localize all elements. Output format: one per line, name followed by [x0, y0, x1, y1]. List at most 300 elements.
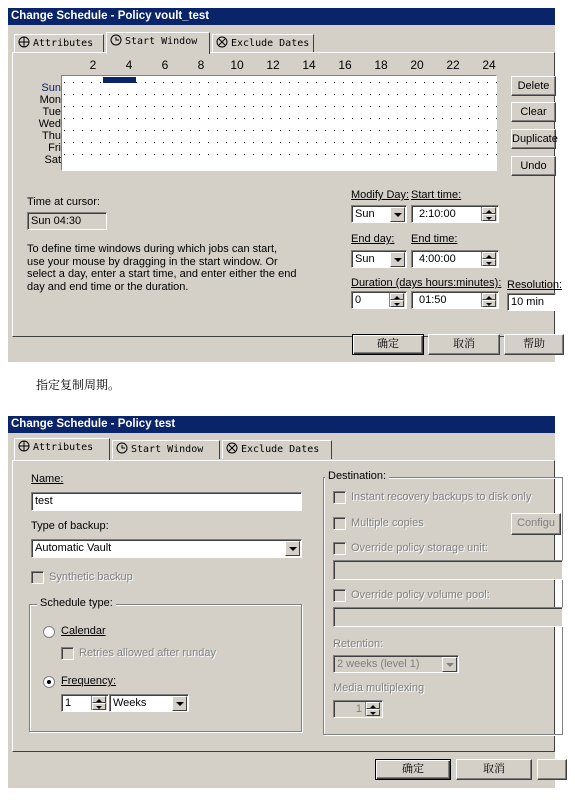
grid-dot	[460, 82, 461, 83]
grid-dot	[91, 142, 92, 143]
tab-strip	[14, 34, 314, 54]
chevron-down-icon[interactable]	[442, 657, 457, 672]
grid-dot	[64, 154, 65, 155]
chevron-down-icon[interactable]	[172, 696, 187, 711]
instruction-line: select a day, enter a start time, and enter either the end	[27, 268, 297, 280]
retries-checkbox[interactable]	[61, 647, 74, 660]
clear-button[interactable]	[511, 102, 556, 122]
grid-dot	[406, 154, 407, 155]
grid-dot	[136, 106, 137, 107]
grid-dot	[172, 142, 173, 143]
grid-dot	[136, 130, 137, 131]
grid-dot	[235, 82, 236, 83]
grid-dot	[235, 118, 236, 119]
synthetic-backup-checkbox[interactable]	[31, 571, 44, 584]
override-storage-label: Override policy storage unit:	[351, 542, 488, 554]
start-window-grid[interactable]	[61, 75, 497, 171]
grid-dot	[496, 154, 497, 155]
calendar-exclude-icon	[226, 442, 238, 454]
grid-dot	[388, 82, 389, 83]
grid-dot	[289, 130, 290, 131]
grid-dot	[136, 154, 137, 155]
grid-dot	[361, 154, 362, 155]
grid-dot	[208, 118, 209, 119]
grid-dot	[136, 94, 137, 95]
override-volume-checkbox[interactable]	[333, 589, 346, 602]
calendar-label: Calendar	[61, 625, 106, 637]
end-time-spinner[interactable]	[481, 252, 497, 266]
grid-dot	[478, 94, 479, 95]
frequency-value: 1	[65, 697, 72, 709]
day-label: Mon	[39, 94, 61, 106]
grid-dot	[91, 130, 92, 131]
grid-dot	[379, 94, 380, 95]
grid-dot	[181, 118, 182, 119]
grid-dot	[136, 118, 137, 119]
configure-button[interactable]	[511, 513, 561, 535]
grid-dot	[181, 106, 182, 107]
grid-dot	[442, 142, 443, 143]
tab-strip	[14, 440, 332, 460]
spin-down-icon[interactable]	[482, 300, 496, 307]
grid-dot	[370, 154, 371, 155]
grid-dot	[244, 106, 245, 107]
tab-attributes[interactable]	[14, 438, 110, 460]
grid-dot	[433, 82, 434, 83]
chevron-down-icon[interactable]	[390, 252, 405, 267]
grid-dot	[451, 154, 452, 155]
grid-dot	[109, 94, 110, 95]
grid-dot	[397, 142, 398, 143]
spin-down-icon[interactable]	[92, 703, 106, 710]
grid-dot	[316, 154, 317, 155]
calendar-exclude-icon	[216, 36, 228, 48]
multiple-copies-checkbox[interactable]	[333, 517, 346, 530]
volume-pool-field[interactable]	[333, 607, 563, 627]
grid-dot	[316, 142, 317, 143]
ok-button[interactable]	[352, 334, 424, 355]
duration-time-field[interactable]	[411, 291, 499, 309]
grid-dot	[154, 154, 155, 155]
tab-exclude-dates[interactable]	[212, 34, 314, 53]
grid-dot	[253, 130, 254, 131]
day-label: Tue	[42, 106, 61, 118]
grid-dot	[253, 118, 254, 119]
grid-dot	[109, 118, 110, 119]
grid-dot	[397, 94, 398, 95]
grid-dot	[64, 82, 65, 83]
grid-dot	[433, 142, 434, 143]
grid-dot	[334, 94, 335, 95]
grid-dot	[145, 142, 146, 143]
grid-dot	[190, 82, 191, 83]
grid-dot	[316, 82, 317, 83]
grid-dot	[442, 118, 443, 119]
grid-dot	[388, 118, 389, 119]
grid-dot	[487, 106, 488, 107]
hour-label: 12	[266, 58, 280, 72]
grid-dot	[307, 142, 308, 143]
tab-exclude-dates[interactable]	[222, 440, 332, 459]
hour-label: 18	[374, 58, 388, 72]
grid-dot	[127, 94, 128, 95]
grid-dot	[424, 82, 425, 83]
frequency-unit-select[interactable]	[109, 694, 189, 712]
grid-dot	[352, 130, 353, 131]
media-multiplexing-field[interactable]	[333, 700, 383, 718]
grid-dot	[172, 82, 173, 83]
dialog-title: Change Schedule - Policy test	[8, 416, 555, 433]
hour-label: 24	[482, 58, 496, 72]
time-at-cursor-label: Time at cursor:	[27, 196, 100, 208]
cancel-label: 取消	[453, 338, 475, 350]
grid-dot	[406, 130, 407, 131]
grid-dot	[190, 130, 191, 131]
grid-dot	[181, 94, 182, 95]
cancel-label: 取消	[483, 763, 505, 775]
grid-dot	[82, 94, 83, 95]
destination-legend: Destination:	[325, 470, 389, 482]
grid-dot	[379, 154, 380, 155]
grid-dot	[388, 94, 389, 95]
grid-dot	[271, 142, 272, 143]
help-button[interactable]	[504, 334, 564, 355]
instruction-line: To define time windows during which jobs can start,	[27, 243, 278, 255]
grid-dot	[280, 154, 281, 155]
grid-dot	[289, 118, 290, 119]
grid-dot	[325, 142, 326, 143]
grid-dot	[271, 130, 272, 131]
frequency-spinner[interactable]	[91, 696, 107, 710]
grid-dot	[118, 94, 119, 95]
cancel-button[interactable]	[428, 334, 500, 355]
hour-label: 16	[338, 58, 352, 72]
grid-dot	[316, 118, 317, 119]
grid-dot	[424, 130, 425, 131]
ok-label: 确定	[402, 763, 424, 775]
grid-dot	[496, 118, 497, 119]
grid-dot	[397, 154, 398, 155]
grid-dot	[244, 118, 245, 119]
grid-dot	[370, 142, 371, 143]
grid-dot	[235, 142, 236, 143]
instructions-text	[27, 243, 347, 293]
modify-day-select[interactable]	[351, 205, 407, 223]
grid-dot	[298, 94, 299, 95]
grid-dot	[298, 154, 299, 155]
grid-dot	[73, 82, 74, 83]
delete-label: Delete	[517, 80, 550, 92]
grid-dot	[118, 142, 119, 143]
grid-dot	[82, 118, 83, 119]
clock-icon	[110, 34, 122, 46]
grid-dot	[208, 154, 209, 155]
retries-label: Retries allowed after runday	[79, 647, 216, 659]
duration-time-spinner[interactable]	[481, 293, 497, 307]
end-time-field[interactable]	[411, 250, 499, 268]
grid-dot	[298, 142, 299, 143]
grid-dot	[352, 118, 353, 119]
grid-dot	[379, 118, 380, 119]
grid-dot	[109, 106, 110, 107]
grid-dot	[289, 106, 290, 107]
grid-dot	[460, 106, 461, 107]
grid-dot	[145, 154, 146, 155]
grid-dot	[334, 154, 335, 155]
grid-dot	[361, 94, 362, 95]
spin-down-icon[interactable]	[482, 214, 496, 221]
grid-dot	[208, 130, 209, 131]
help-button[interactable]	[537, 759, 567, 780]
spin-up-icon[interactable]	[482, 207, 496, 214]
end-day-select[interactable]	[351, 250, 407, 268]
spin-up-icon[interactable]	[92, 696, 106, 703]
grid-dot	[451, 130, 452, 131]
grid-dot	[262, 106, 263, 107]
grid-dot	[334, 82, 335, 83]
instant-recovery-label: Instant recovery backups to disk only	[351, 491, 532, 503]
grid-dot	[478, 142, 479, 143]
grid-dot	[82, 154, 83, 155]
grid-dot	[424, 106, 425, 107]
grid-dot	[226, 154, 227, 155]
spin-up-icon[interactable]	[482, 252, 496, 259]
grid-dot	[253, 94, 254, 95]
undo-button[interactable]	[511, 156, 556, 176]
grid-dot	[460, 142, 461, 143]
type-of-backup-select[interactable]	[31, 539, 302, 558]
grid-dot	[226, 94, 227, 95]
grid-dot	[109, 142, 110, 143]
grid-dot	[415, 154, 416, 155]
tab-label: Attributes	[33, 38, 94, 49]
grid-dot	[298, 118, 299, 119]
grid-dot	[280, 142, 281, 143]
grid-dot	[226, 106, 227, 107]
grid-dot	[361, 82, 362, 83]
attributes-panel	[12, 460, 555, 752]
media-multiplexing-value: 1	[355, 703, 362, 715]
instant-recovery-checkbox[interactable]	[333, 491, 346, 504]
dialog-title: Change Schedule - Policy voult_test	[8, 8, 555, 25]
grid-dot	[181, 130, 182, 131]
override-storage-checkbox[interactable]	[333, 542, 346, 555]
grid-dot	[415, 106, 416, 107]
grid-dot	[442, 82, 443, 83]
grid-dot	[271, 154, 272, 155]
grid-dot	[370, 106, 371, 107]
grid-dot	[289, 154, 290, 155]
grid-dot	[415, 82, 416, 83]
grid-dot	[163, 82, 164, 83]
start-time-spinner[interactable]	[481, 207, 497, 221]
grid-dot	[352, 142, 353, 143]
duration-days-spinner[interactable]	[389, 293, 405, 307]
grid-dot	[442, 94, 443, 95]
grid-dot	[190, 118, 191, 119]
tab-label: Start Window	[125, 36, 198, 47]
grid-dot	[496, 130, 497, 131]
spin-down-icon[interactable]	[366, 709, 380, 716]
grid-dot	[145, 130, 146, 131]
grid-dot	[82, 82, 83, 83]
grid-dot	[325, 82, 326, 83]
start-window-block[interactable]	[103, 77, 136, 83]
frequency-input[interactable]	[61, 694, 109, 712]
spin-down-icon[interactable]	[482, 259, 496, 266]
grid-dot	[118, 118, 119, 119]
grid-dot	[334, 142, 335, 143]
grid-dot	[100, 94, 101, 95]
grid-dot	[433, 106, 434, 107]
hour-label: 10	[230, 58, 244, 72]
grid-dot	[208, 106, 209, 107]
grid-dot	[478, 154, 479, 155]
grid-dot	[442, 106, 443, 107]
tab-start-window[interactable]	[112, 440, 220, 459]
grid-dot	[262, 142, 263, 143]
grid-dot	[379, 142, 380, 143]
grid-dot	[181, 82, 182, 83]
grid-dot	[487, 94, 488, 95]
grid-dot	[262, 154, 263, 155]
grid-dot	[334, 130, 335, 131]
grid-dot	[172, 154, 173, 155]
grid-dot	[271, 94, 272, 95]
tab-start-window[interactable]	[106, 32, 210, 54]
grid-dot	[469, 82, 470, 83]
grid-dot	[208, 82, 209, 83]
grid-dot	[64, 130, 65, 131]
day-label: Fri	[48, 142, 61, 154]
grid-dot	[154, 118, 155, 119]
grid-dot	[424, 94, 425, 95]
grid-dot	[199, 94, 200, 95]
grid-dot	[406, 94, 407, 95]
cancel-button[interactable]	[456, 759, 532, 780]
grid-dot	[163, 118, 164, 119]
modify-day-label: Modify Day:	[351, 189, 410, 201]
grid-dot	[100, 154, 101, 155]
grid-dot	[343, 142, 344, 143]
grid-dot	[289, 82, 290, 83]
resolution-select[interactable]	[507, 293, 556, 311]
grid-dot	[208, 94, 209, 95]
grid-dot	[199, 154, 200, 155]
tab-attributes[interactable]	[14, 34, 104, 53]
grid-dot	[370, 94, 371, 95]
frequency-radio[interactable]	[43, 676, 55, 688]
grid-dot	[406, 142, 407, 143]
grid-dot	[163, 154, 164, 155]
start-time-field[interactable]	[411, 205, 499, 223]
grid-dot	[469, 154, 470, 155]
type-of-backup-value: Automatic Vault	[35, 542, 112, 554]
day-label: Thu	[42, 130, 61, 142]
grid-dot	[145, 118, 146, 119]
grid-dot	[316, 106, 317, 107]
storage-unit-field[interactable]	[333, 560, 563, 580]
grid-dot	[307, 118, 308, 119]
grid-dot	[352, 82, 353, 83]
grid-dot	[235, 154, 236, 155]
ok-button[interactable]	[375, 759, 451, 780]
duration-days-field[interactable]	[351, 291, 407, 309]
duplicate-button[interactable]	[511, 129, 556, 149]
end-time-value: 4:00:00	[419, 253, 456, 265]
retention-select[interactable]	[333, 655, 459, 673]
hour-label: 8	[197, 58, 205, 72]
spin-up-icon[interactable]	[482, 293, 496, 300]
grid-dot	[127, 154, 128, 155]
grid-dot	[208, 142, 209, 143]
grid-dot	[127, 130, 128, 131]
grid-dot	[451, 118, 452, 119]
grid-dot	[487, 154, 488, 155]
grid-dot	[424, 142, 425, 143]
day-label: Wed	[38, 118, 61, 130]
time-at-cursor-field: Sun 04:30	[27, 212, 107, 230]
day-label: Sat	[44, 154, 61, 166]
spin-up-icon[interactable]	[366, 702, 380, 709]
grid-dot	[100, 82, 101, 83]
grid-dot	[307, 154, 308, 155]
calendar-radio[interactable]	[43, 626, 55, 638]
grid-dot	[469, 94, 470, 95]
grid-dot	[190, 106, 191, 107]
media-multiplexing-label: Media multiplexing	[333, 682, 425, 694]
start-time-value: 2:10:00	[419, 208, 456, 220]
frequency-label: Frequency:	[61, 675, 117, 687]
grid-dot	[136, 142, 137, 143]
spin-down-icon[interactable]	[390, 300, 404, 307]
grid-dot	[244, 94, 245, 95]
grid-dot	[82, 130, 83, 131]
delete-button[interactable]	[511, 76, 556, 96]
grid-dot	[325, 118, 326, 119]
media-multiplexing-spinner[interactable]	[365, 702, 381, 716]
grid-dot	[217, 82, 218, 83]
grid-dot	[442, 154, 443, 155]
grid-dot	[127, 118, 128, 119]
grid-dot	[73, 154, 74, 155]
grid-dot	[307, 106, 308, 107]
grid-dot	[496, 106, 497, 107]
start-window-panel	[12, 52, 563, 337]
grid-dot	[352, 106, 353, 107]
chevron-down-icon[interactable]	[390, 207, 405, 222]
spin-up-icon[interactable]	[390, 293, 404, 300]
type-of-backup-label: Type of backup:	[31, 520, 109, 532]
grid-dot	[397, 106, 398, 107]
clear-label: Clear	[520, 106, 547, 118]
name-input[interactable]: test	[31, 492, 302, 511]
grid-dot	[325, 154, 326, 155]
grid-dot	[100, 130, 101, 131]
grid-dot	[478, 130, 479, 131]
multiple-copies-label: Multiple copies	[351, 517, 424, 529]
grid-dot	[127, 142, 128, 143]
grid-dot	[217, 118, 218, 119]
grid-dot	[226, 82, 227, 83]
grid-dot	[91, 94, 92, 95]
grid-dot	[388, 130, 389, 131]
chevron-down-icon[interactable]	[285, 541, 300, 556]
duration-label: Duration (days hours:minutes):	[351, 277, 502, 289]
grid-dot	[415, 94, 416, 95]
grid-dot	[91, 154, 92, 155]
grid-dot	[262, 82, 263, 83]
